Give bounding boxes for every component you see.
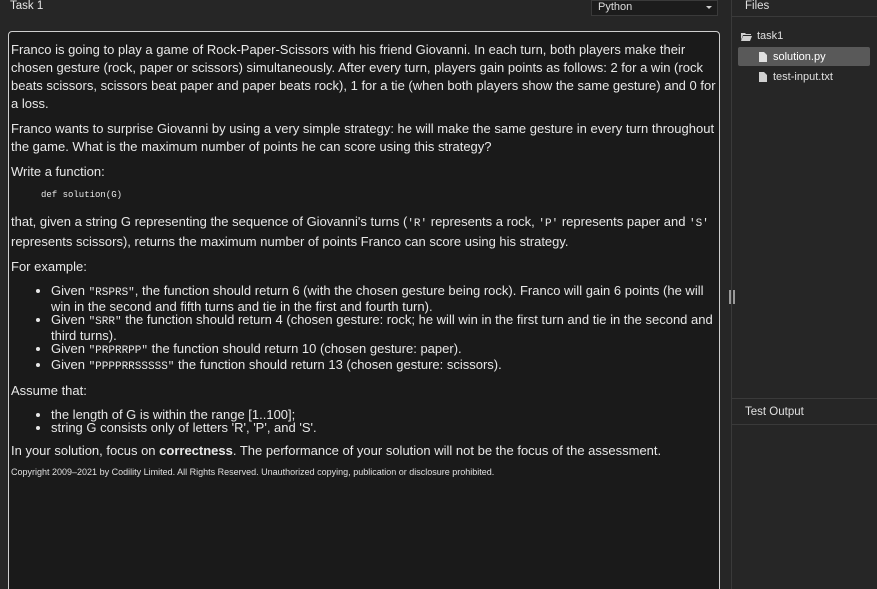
language-select-value: Python — [598, 1, 633, 13]
chevron-down-icon — [706, 6, 712, 9]
assumptions-list — [11, 408, 717, 434]
description-paragraph: Write a function: — [11, 164, 105, 179]
list-item: • the length of G is within the range [1..100]; — [51, 408, 717, 421]
files-divider — [732, 16, 877, 17]
file-icon — [759, 52, 767, 62]
description-paragraph: Franco wants to surprise Giovanni by using a very simple strategy: he will make the same gesture in every turn throughout the game. What is the maximum number of points he can score using this strategy? — [11, 121, 715, 154]
description-paragraph: that, given a string G representing the sequence of Giovanni's turns ('R' represents a rock, 'P' represents paper and 'S' represents scissors), returns the maximum number of points Franco can score using his strategy. — [11, 214, 709, 249]
function-signature: def solution(G) — [41, 190, 123, 200]
file-icon — [759, 72, 767, 82]
description-paragraph: For example: — [11, 259, 87, 274]
drag-handle-icon[interactable] — [729, 290, 735, 304]
list-item: • Given "RSPRS", the function should return 6 (with the chosen gesture being rock). Franco will gain 6 points (he will win in the second and fifth turns and tie in the first and fourth turn). — [51, 284, 717, 313]
file-label: solution.py — [773, 50, 826, 63]
task-title: Task 1 — [10, 0, 44, 12]
folder-open-icon — [741, 32, 752, 41]
file-label: test-input.txt — [773, 70, 833, 83]
test-output-divider — [732, 398, 877, 399]
test-output-title: Test Output — [745, 406, 804, 418]
copyright-notice: Copyright 2009–2021 by Codility Limited. All Rights Reserved. Unauthorized copying, publication or disclosure prohibited. — [11, 467, 495, 477]
test-output-divider — [732, 424, 877, 425]
file-solution-py[interactable] — [738, 47, 870, 66]
examples-list — [11, 284, 717, 374]
folder-label: task1 — [757, 30, 784, 42]
description-paragraph: In your solution, focus on correctness. The performance of your solution will not be the focus of the assessment. — [11, 443, 662, 458]
folder-task1[interactable] — [741, 29, 783, 43]
task-description — [8, 31, 720, 589]
language-select[interactable] — [591, 0, 718, 16]
list-item: • Given "SRR" the function should return 4 (chosen gesture: rock; he will win in the first turn and tie in the second and third turns). — [51, 313, 717, 342]
list-item: • string G consists only of letters 'R', 'P', and 'S'. — [51, 421, 717, 434]
files-panel-title: Files — [745, 0, 770, 12]
list-item: • Given "PRPRRPP" the function should return 10 (chosen gesture: paper). — [51, 342, 717, 358]
top-bar — [0, 0, 731, 16]
list-item: • Given "PPPPRRSSSSS" the function should return 13 (chosen gesture: scissors). — [51, 358, 717, 374]
description-paragraph: Assume that: — [11, 383, 87, 398]
file-test-input[interactable] — [738, 67, 870, 86]
description-paragraph: Franco is going to play a game of Rock-Paper-Scissors with his friend Giovanni. In each turn, both players make their chosen gesture (rock, paper or scissors) simultaneously. After every turn, players gain points as follows: 2 for a win (rock beats scissors, scissors beat paper and paper beats rock), 1 for a tie (when both players show the same gesture) and 0 for a loss. — [11, 42, 716, 111]
